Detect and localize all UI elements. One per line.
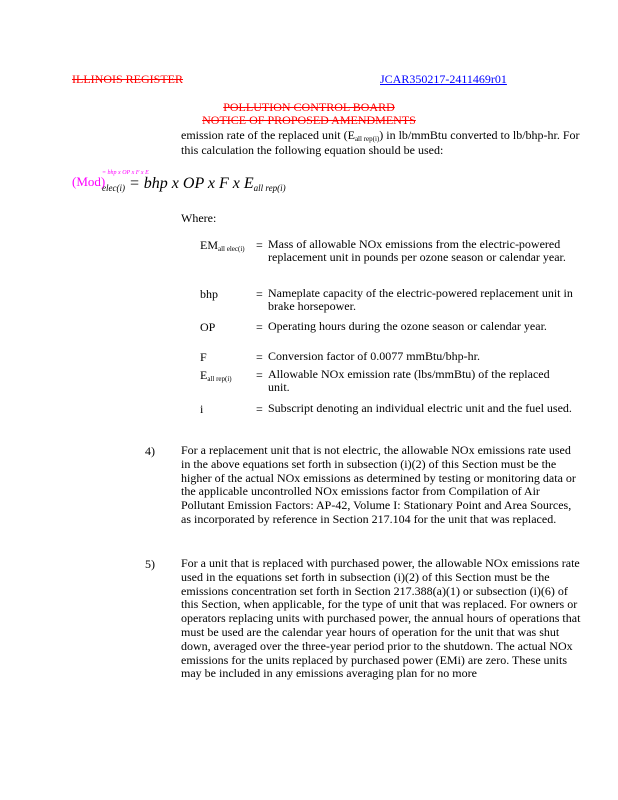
paragraph-text: For a replacement unit that is not electric, the allowable NOx emissions rate used in the above equations set forth in subsection (i)(2) of this Section must be the higher of the actual NOx emissions as determined by testing or monitoring data or the applicable uncontrolled NOx emissions factor from Compilation of Air Pollutant Emission Factors: AP-42, Volume I: Stationary Point and Area Sources, as incorporated by reference in Section 217.104 for the unit that was replaced. xyxy=(181,443,576,526)
where-label: Where: xyxy=(181,211,217,225)
equals-sign: = xyxy=(256,350,263,364)
definition-text: Mass of allowable NOx emissions from the electric-powered replacement unit in pounds per ozone season or calendar year. xyxy=(268,237,566,264)
equation-rhs: = bhp x OP x F x E xyxy=(124,175,254,192)
equals-sign: = xyxy=(256,320,263,334)
definition-term xyxy=(200,350,260,364)
emission-equation xyxy=(72,170,372,200)
paragraph-text: For a unit that is replaced with purchased power, the allowable NOx emissions rate used in the equations set forth in subsection (i)(2) of this Section must be the emissions concentration set forth in Section 217.388(a)(1) or subsection (i)(6) of this Section, when applicable, for the type of unit that was replaced. For owners or operators replacing units with purchased power, the annual hours of operations that must be used are the calendar year hours of operation for the unit that was shut down, averaged over the three-year period prior to the shutdown. The actual NOx emissions for the units replaced by purchased power (EMi) are zero. These units may be included in any emissions averaging plan for no more xyxy=(181,556,581,681)
equation-lhs-subscript: elec(i) xyxy=(102,183,125,193)
paragraph-number: 4) xyxy=(145,444,155,458)
board-title: POLLUTION CONTROL BOARD xyxy=(223,100,395,114)
equals-sign: = xyxy=(256,238,263,252)
intro-text-b: ) in lb/mmBtu converted to lb/bhp-hr. For this calculation the following equation should be used: xyxy=(181,128,580,157)
definition-term xyxy=(200,287,260,301)
document-id: JCAR350217-2411469r01 xyxy=(380,72,507,86)
paragraph-number: 5) xyxy=(145,557,155,571)
intro-paragraph xyxy=(181,128,581,158)
term-subscript: all rep(i) xyxy=(207,375,232,383)
term-text: E xyxy=(200,368,208,382)
term-text: EM xyxy=(200,238,218,252)
equation-body xyxy=(102,175,286,193)
term-text: OP xyxy=(200,320,216,334)
definition-text: Conversion factor of 0.0077 mmBtu/bhp-hr. xyxy=(268,349,480,363)
intro-subscript: all rep(i) xyxy=(354,135,380,143)
definition-term xyxy=(200,368,260,382)
intro-text-a: emission rate of the replaced unit (E xyxy=(181,128,355,142)
equals-sign: = xyxy=(256,287,263,301)
definition-term xyxy=(200,238,260,252)
equals-sign: = xyxy=(256,368,263,382)
term-subscript: all elec(i) xyxy=(218,245,245,253)
definition-text: Operating hours during the ozone season or calendar year. xyxy=(268,319,547,333)
definition-text: Nameplate capacity of the electric-powered replacement unit in brake horsepower. xyxy=(268,286,573,313)
definition-term xyxy=(200,402,260,416)
definition-text: Subscript denoting an individual electric unit and the fuel used. xyxy=(268,401,572,415)
equation-rhs-subscript: all rep(i) xyxy=(253,183,286,193)
definition-text: Allowable NOx emission rate (lbs/mmBtu) of the replaced unit. xyxy=(268,367,550,394)
equation-mod-label: (Mod) xyxy=(72,174,106,189)
term-text: i xyxy=(200,402,204,416)
equation-overlay-text: = bhp x OP x F x E xyxy=(102,170,149,176)
definition-term xyxy=(200,320,260,334)
term-text: F xyxy=(200,350,207,364)
term-text: bhp xyxy=(200,287,218,301)
register-header: ILLINOIS REGISTER xyxy=(72,72,183,86)
notice-title: NOTICE OF PROPOSED AMENDMENTS xyxy=(202,113,416,127)
equals-sign: = xyxy=(256,402,263,416)
